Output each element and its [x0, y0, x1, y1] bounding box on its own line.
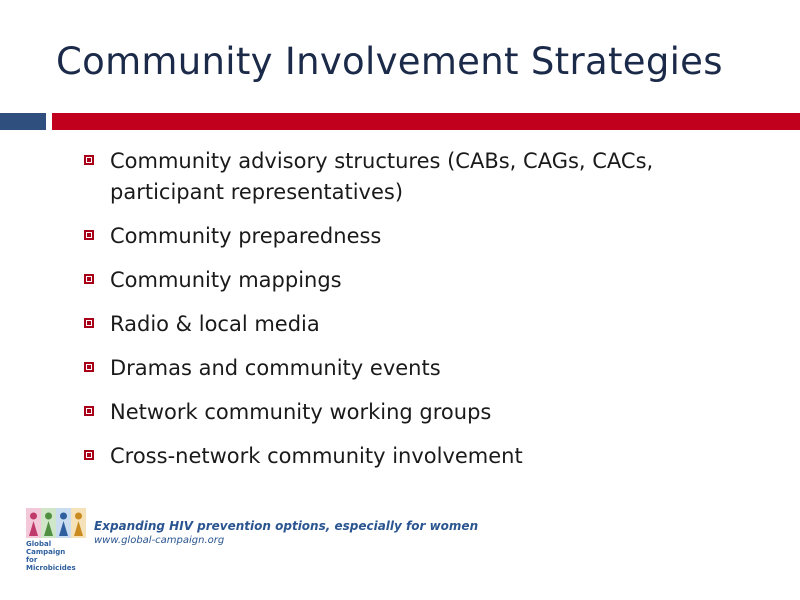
logo-caption-line: for Microbicides	[26, 556, 76, 572]
footer-tagline: Expanding HIV prevention options, especially for women	[94, 519, 479, 533]
bullet-text	[110, 146, 653, 208]
logo-figure-head	[45, 513, 52, 520]
footer-url[interactable]: www.global-campaign.org	[94, 535, 225, 546]
bullet-text: Network community working groups	[110, 400, 492, 424]
slide-title: Community Involvement Strategies	[56, 40, 723, 83]
square-bullet-icon	[84, 450, 94, 460]
logo-caption-line: Global Campaign	[26, 540, 66, 556]
bullet-text: Dramas and community events	[110, 356, 441, 380]
bullet-text: Community mappings	[110, 268, 342, 292]
bullet-text-line: Community advisory structures (CABs, CAGs, CACs,	[110, 149, 654, 173]
bullet-item	[84, 397, 784, 428]
bullet-item	[84, 441, 784, 472]
square-bullet-icon	[84, 230, 94, 240]
logo-figure-head	[75, 513, 82, 520]
logo-figure-head	[30, 513, 37, 520]
logo-figure-head	[60, 513, 67, 520]
bullet-text: Community preparedness	[110, 224, 382, 248]
bullet-text: Radio & local media	[110, 312, 320, 336]
bullet-item	[84, 265, 784, 296]
title-rule-left	[0, 113, 46, 130]
bullet-item	[84, 353, 784, 384]
bullet-item	[84, 221, 784, 252]
bullet-item	[84, 309, 784, 340]
square-bullet-icon	[84, 155, 94, 165]
square-bullet-icon	[84, 318, 94, 328]
bullet-text-line: participant representatives)	[110, 180, 404, 204]
bullet-text: Cross-network community involvement	[110, 444, 523, 468]
bullet-list	[84, 146, 784, 485]
bullet-item	[84, 146, 784, 208]
square-bullet-icon	[84, 274, 94, 284]
square-bullet-icon	[84, 362, 94, 372]
logo-caption	[26, 540, 88, 572]
square-bullet-icon	[84, 406, 94, 416]
title-rule-right	[52, 113, 800, 130]
